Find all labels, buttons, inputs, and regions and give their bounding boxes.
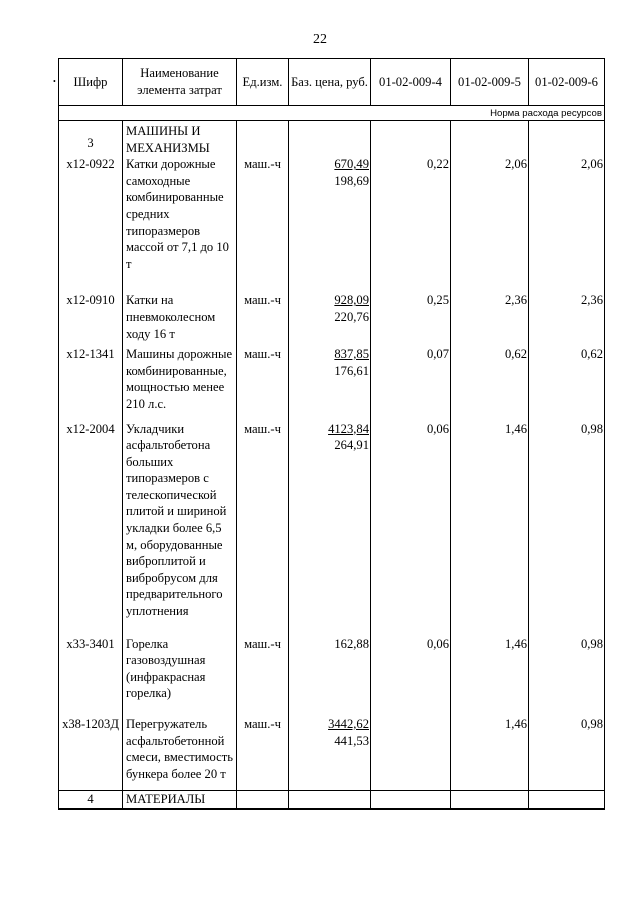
table-row [59,292,605,346]
empty-cell [529,121,605,157]
resource-unit: маш.-ч [237,156,289,292]
norm-value-1: 0,07 [371,346,451,420]
header-name: Наименование элемента затрат [123,59,237,106]
resource-name: Горелка газовоздушная (инфракрасная горелка) [123,636,237,716]
table-header [59,59,605,106]
resource-unit: маш.-ч [237,346,289,420]
section-row [59,121,605,157]
resource-code: х12-1341 [59,346,123,420]
norm-caption-row [59,106,605,121]
norm-value-2: 1,46 [451,636,529,716]
resource-price [289,292,371,346]
resource-name: Перегружатель асфальтобетонной смеси, вместимость бункера более 20 т [123,716,237,791]
norm-value-3: 2,36 [529,292,605,346]
price-wage: 198,69 [334,173,369,188]
norm-value-2: 2,36 [451,292,529,346]
resource-unit: маш.-ч [237,292,289,346]
resource-name: Машины дорожные комбинированные, мощностью менее 210 л.с. [123,346,237,420]
norm-value-3: 0,98 [529,421,605,636]
norm-caption: Норма расхода ресурсов [59,106,605,121]
page-number: 22 [313,32,327,47]
empty-cell [237,121,289,157]
empty-cell [371,121,451,157]
norm-value-1: 0,06 [371,636,451,716]
price-wage: 176,61 [334,363,369,378]
norm-value-3: 0,62 [529,346,605,420]
norm-value-2: 1,46 [451,421,529,636]
header-col1: 01-02-009-4 [371,59,451,106]
resource-code: х38-1203Д [59,716,123,791]
norm-value-1 [371,716,451,791]
norm-value-1: 0,22 [371,156,451,292]
empty-cell [289,791,371,809]
price-total: 670,49 [334,157,369,172]
norm-value-3: 2,06 [529,156,605,292]
table-row [59,156,605,292]
section-title: МАТЕРИАЛЫ [123,791,237,809]
price-wage: 441,53 [334,733,369,748]
resource-name: Катки на пневмоколесном ходу 16 т [123,292,237,346]
norm-value-2: 1,46 [451,716,529,791]
section-title: МАШИНЫ И МЕХАНИЗМЫ [123,121,237,157]
norm-value-2: 2,06 [451,156,529,292]
norm-value-3: 0,98 [529,716,605,791]
price-total: 837,85 [334,347,369,362]
resource-price [289,716,371,791]
resource-unit: маш.-ч [237,716,289,791]
price-total: 928,09 [334,293,369,308]
resource-unit: маш.-ч [237,421,289,636]
resource-price [289,636,371,716]
table-row [59,636,605,716]
norm-value-1: 0,25 [371,292,451,346]
header-col2: 01-02-009-5 [451,59,529,106]
resource-code: х12-0922 [59,156,123,292]
empty-cell [237,791,289,809]
section-row [59,791,605,809]
resource-code: х12-2004 [59,421,123,636]
price-total: 4123,84 [328,421,369,436]
header-unit: Ед.изм. [237,59,289,106]
header-code: Шифр [59,59,123,106]
price-wage: 220,76 [334,309,369,324]
resource-name: Укладчики асфальтобетона больших типоразмеров с телескопической плитой и шириной укладки более 6,5 м, оборудованные виброплитой и вибробрусом для предварительного уплотнения [123,421,237,636]
norm-value-3: 0,98 [529,636,605,716]
empty-cell [451,791,529,809]
resource-price [289,421,371,636]
header-price: Баз. цена, руб. [289,59,371,106]
empty-cell [289,121,371,157]
norm-value-2: 0,62 [451,346,529,420]
empty-cell [451,121,529,157]
resource-table [58,58,605,810]
section-number: 4 [59,791,123,809]
price-total: 162,88 [334,636,369,651]
empty-cell [529,791,605,809]
resource-price [289,156,371,292]
table-row [59,716,605,791]
resource-unit: маш.-ч [237,636,289,716]
norm-value-1: 0,06 [371,421,451,636]
scan-mark: • [53,77,56,86]
price-wage: 264,91 [334,438,369,453]
table-row [59,346,605,420]
table-row [59,421,605,636]
resource-name: Катки дорожные самоходные комбинированные средних типоразмеров массой от 7,1 до 10 т [123,156,237,292]
section-number: 3 [59,121,123,157]
header-col3: 01-02-009-6 [529,59,605,106]
empty-cell [371,791,451,809]
resource-code: х33-3401 [59,636,123,716]
price-total: 3442,62 [328,717,369,731]
resource-price [289,346,371,420]
resource-code: х12-0910 [59,292,123,346]
